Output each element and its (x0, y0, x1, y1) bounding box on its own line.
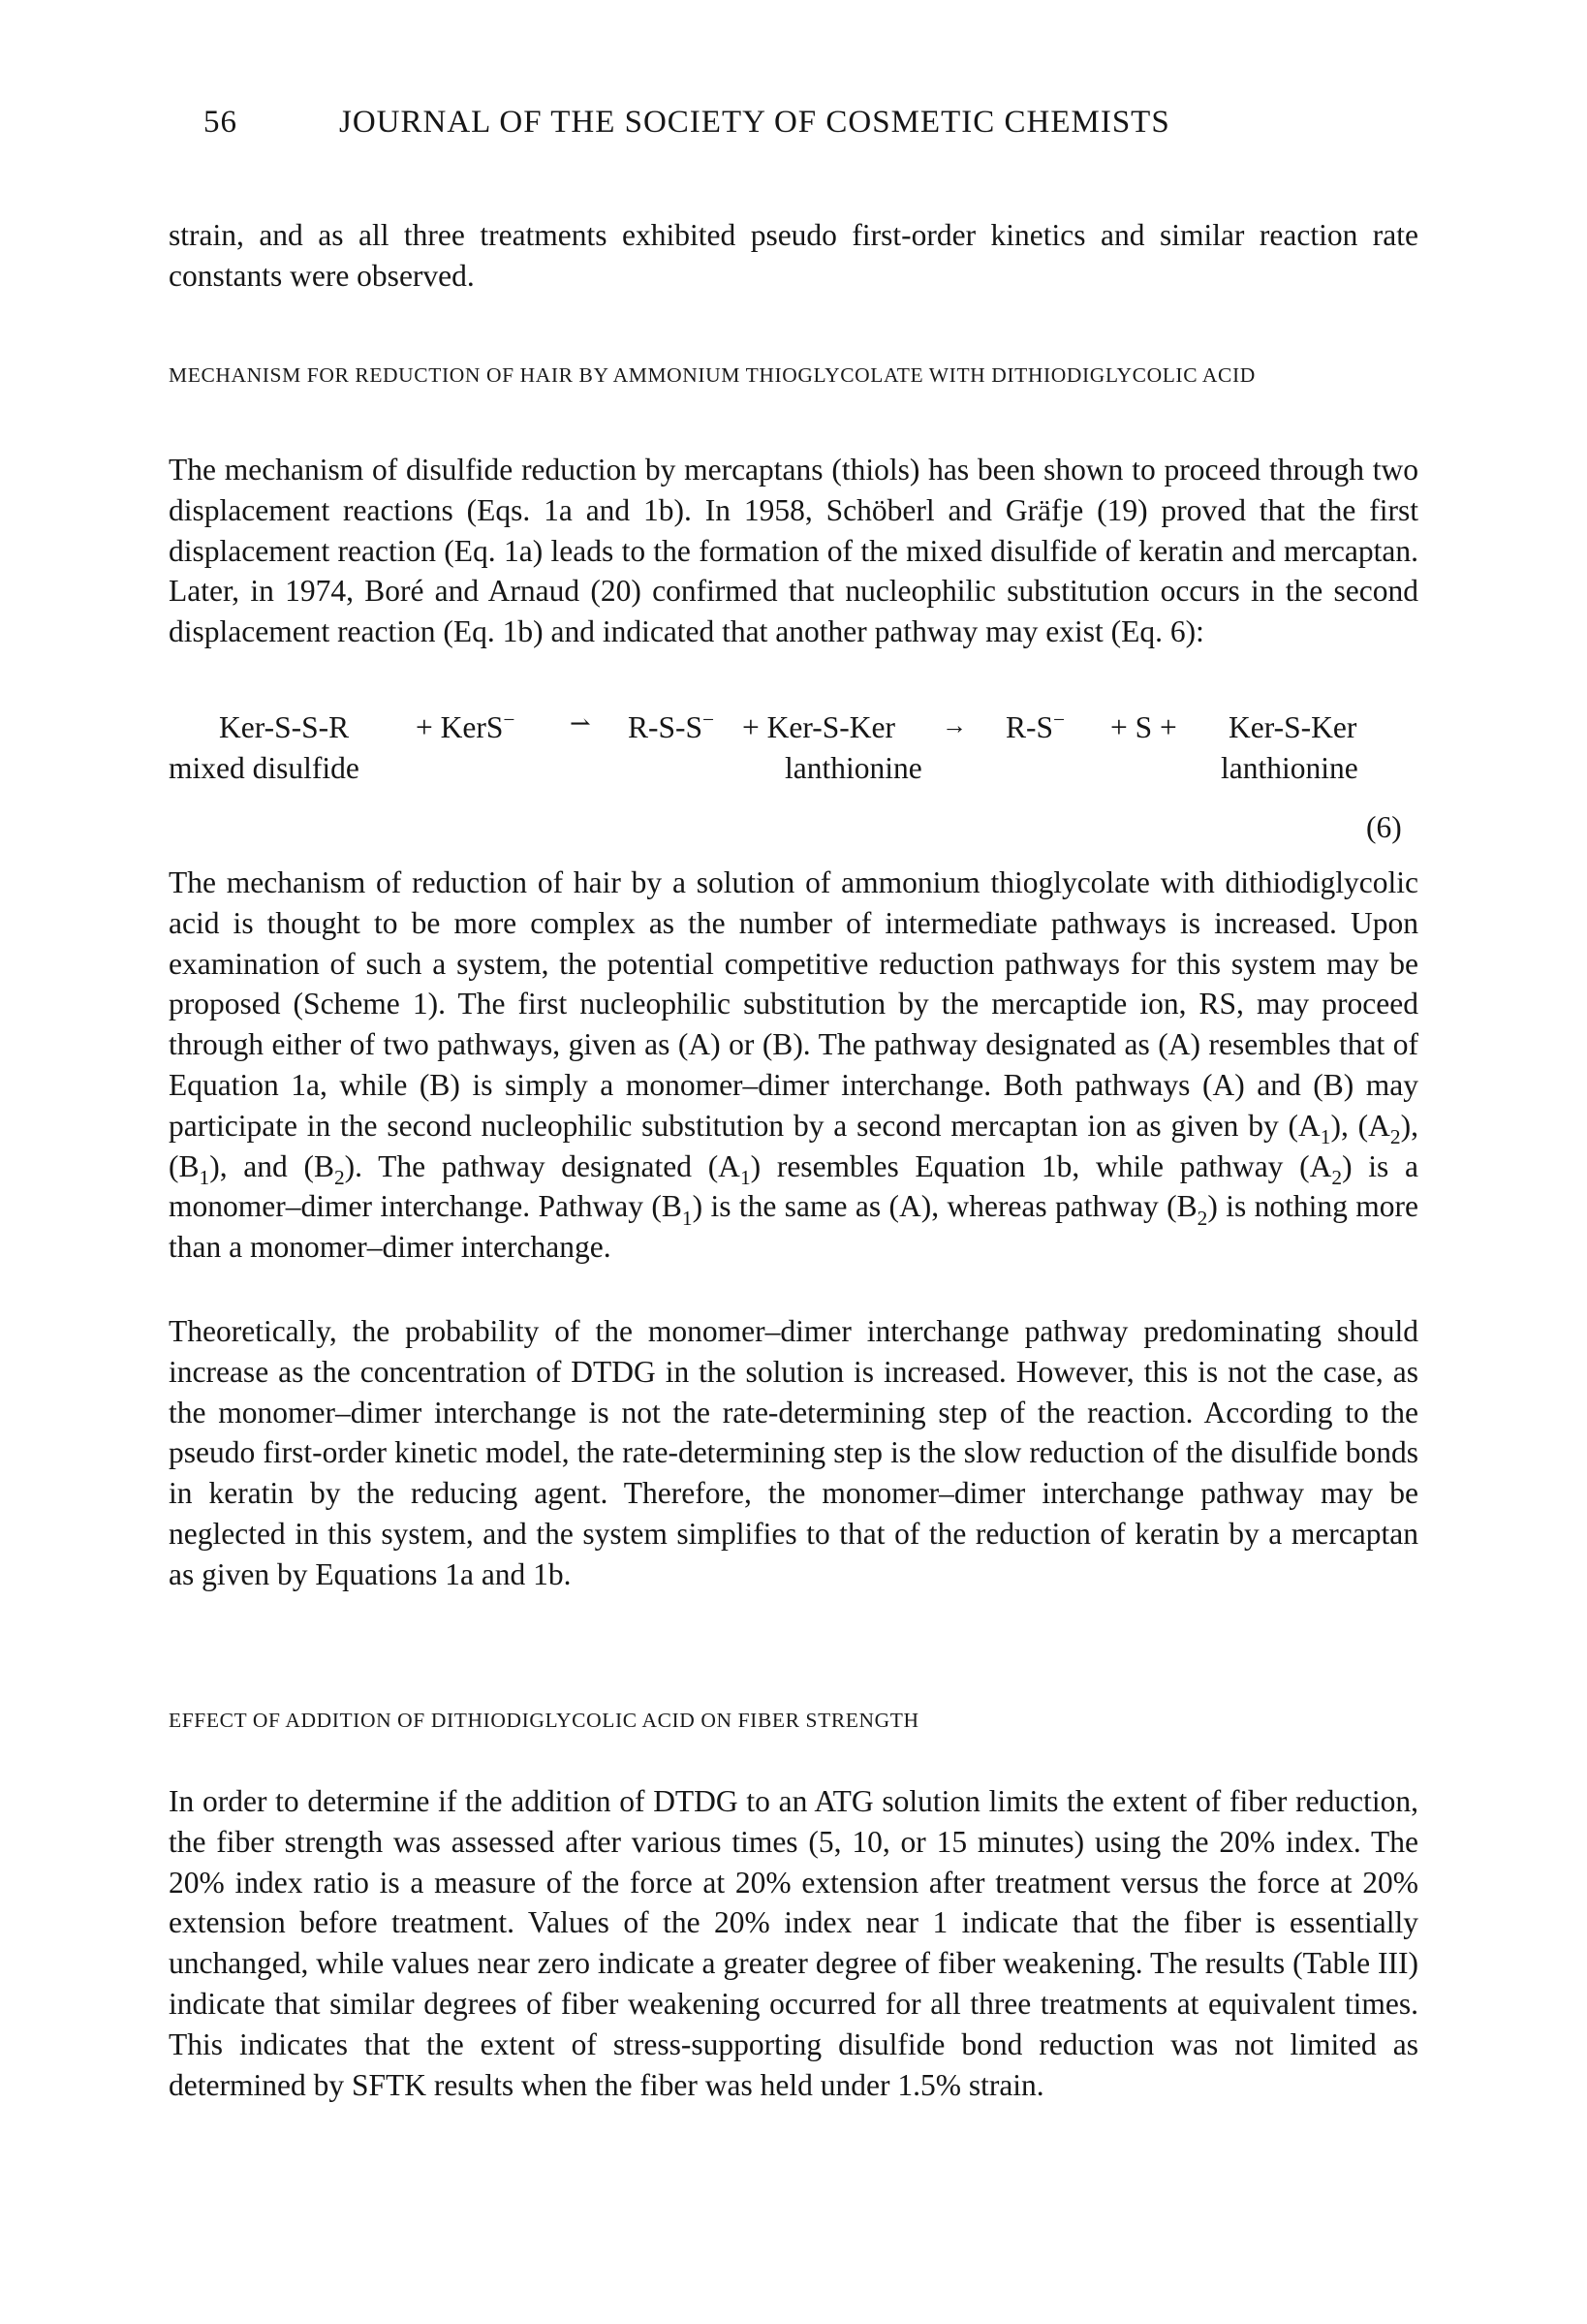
eq-term-rss-text: R-S-S (628, 710, 703, 744)
intro-paragraph (169, 215, 1418, 297)
eq-term-rs (1006, 707, 1065, 748)
theory-text: Theoretically, the probability of the monomer–dimer interchange pathway predominating should increase as the concentration of DTDG in the solution is increased. However, this is not the case, as the monomer–dimer interchange is not the rate-determining step of the reaction. According to the pseudo first-order kinetic model, the rate-determining step is the slow reduction of the disulfide bonds in keratin by the reducing agent. Therefore, the monomer–dimer interchange pathway may be neglected in this system, and the system simplifies to that of the reduction of keratin by a mercaptan as given by Equations 1a and 1b. (169, 1314, 1418, 1591)
subscript: 2 (1197, 1206, 1208, 1230)
eq-term-lanthionine-2: Ker-S-Ker (1229, 710, 1357, 744)
pathway-text (169, 863, 1418, 1268)
eq-charge: − (702, 707, 715, 732)
text-run: ), and (B (209, 1148, 334, 1183)
subscript: 1 (199, 1166, 210, 1190)
eq-term-sulfur: + S + (1110, 710, 1177, 744)
eq-charge: − (1053, 707, 1066, 732)
equation-number: (6) (1366, 810, 1402, 844)
eq-label-lanthionine-2: lanthionine (1221, 751, 1358, 785)
reaction-arrow-icon: → (942, 711, 967, 739)
eq-label-lanthionine: lanthionine (785, 751, 922, 785)
pathway-paragraph (169, 863, 1418, 1268)
page-number: 56 (203, 105, 237, 140)
eq-term-lanthionine: + Ker-S-Ker (742, 710, 895, 744)
text-run: ) is a monomer–dimer interchange. Pathway (B (169, 1148, 1418, 1224)
eq-charge: − (503, 707, 515, 732)
text-run: The mechanism of reduction of hair by a solution of ammonium thioglycolate with dithiodiglycolic acid is thought to be more complex as the number of intermediate pathways is increased. Upon examination of such a system, the potential competitive reduction pathways for this system may be proposed (Scheme 1). The first nucleophilic substitution by the mercaptide ion, RS, may proceed through either of two pathways, given as (A) or (B). The pathway designated as (A) resembles that of Equation 1a, while (B) is simply a monomer–dimer interchange. Both pathways (A) and (B) may participate in the second nucleophilic substitution by a second mercaptan ion as given by (A (169, 865, 1418, 1143)
eq-term-mixed-disulfide: Ker-S-S-R (219, 710, 350, 744)
text-run: ) resembles Equation 1b, while pathway (A (750, 1148, 1332, 1183)
subscript: 2 (333, 1166, 345, 1190)
text-run: ). The pathway designated (A (344, 1148, 740, 1183)
text-run: ), (A (1330, 1108, 1390, 1143)
eq-term-rs-text: R-S (1006, 710, 1054, 744)
eq-label-mixed-disulfide: mixed disulfide (169, 751, 359, 785)
journal-title: JOURNAL OF THE SOCIETY OF COSMETIC CHEMISTS (339, 105, 1170, 140)
mechanism-text: The mechanism of disulfide reduction by mercaptans (thiols) has been shown to proceed through two displacement reactions (Eqs. 1a and 1b). In 1958, Schöberl and Gräfje (19) proved that the first displacement reaction (Eq. 1a) leads to the formation of the mixed disulfide of keratin and mercaptan. Later, in 1974, Boré and Arnaud (20) confirmed that nucleophilic substitution occurs in the second displacement reaction (Eq. 1b) and indicated that another pathway may exist (Eq. 6): (169, 453, 1418, 649)
subscript: 1 (1320, 1125, 1331, 1149)
fiber-strength-text: In order to determine if the addition of DTDG to an ATG solution limits the extent of fiber reduction, the fiber strength was assessed after various times (5, 10, or 15 minutes) using the 20% index. The 20% index ratio is a measure of the force at 20% extension after treatment versus the force at 20% extension before treatment. Values of the 20% index near 1 indicate that the fiber is essentially unchanged, while values near zero indicate a greater degree of fiber weakening. The results (Table III) indicate that similar degrees of fiber weakening occurred for all three treatments at equivalent times. This indicates that the extent of stress-supporting disulfide bond reduction was not limited as determined by SFTK results when the fiber was held under 1.5% strain. (169, 1784, 1418, 2102)
eq-term-kers (416, 707, 514, 748)
text-run: ) is nothing more than a monomer–dimer interchange. (169, 1189, 1418, 1265)
subscript: 1 (739, 1166, 751, 1190)
subscript: 2 (1389, 1125, 1401, 1149)
section-heading-fiber-strength: EFFECT OF ADDITION OF DITHIODIGLYCOLIC ACID ON FIBER STRENGTH (169, 1709, 919, 1732)
eq-term-kers-text: + KerS (416, 710, 504, 744)
intro-text: strain, and as all three treatments exhibited pseudo first-order kinetics and similar reaction rate constants were observed. (169, 218, 1418, 293)
subscript: 2 (1331, 1166, 1343, 1190)
fiber-strength-paragraph (169, 1781, 1418, 2105)
subscript: 1 (681, 1206, 693, 1230)
section-heading-mechanism: MECHANISM FOR REDUCTION OF HAIR BY AMMONIUM THIOGLYCOLATE WITH DITHIODIGLYCOLIC ACID (169, 363, 1256, 387)
mechanism-paragraph (169, 450, 1418, 652)
equation-6 (169, 707, 1418, 843)
text-run: ), (B (169, 1108, 1418, 1183)
text-run: ) is the same as (A), whereas pathway (B (692, 1189, 1198, 1224)
eq-term-rss (628, 707, 714, 748)
equilibrium-arrow-icon: ⇀ (570, 709, 591, 738)
theory-paragraph (169, 1311, 1418, 1595)
